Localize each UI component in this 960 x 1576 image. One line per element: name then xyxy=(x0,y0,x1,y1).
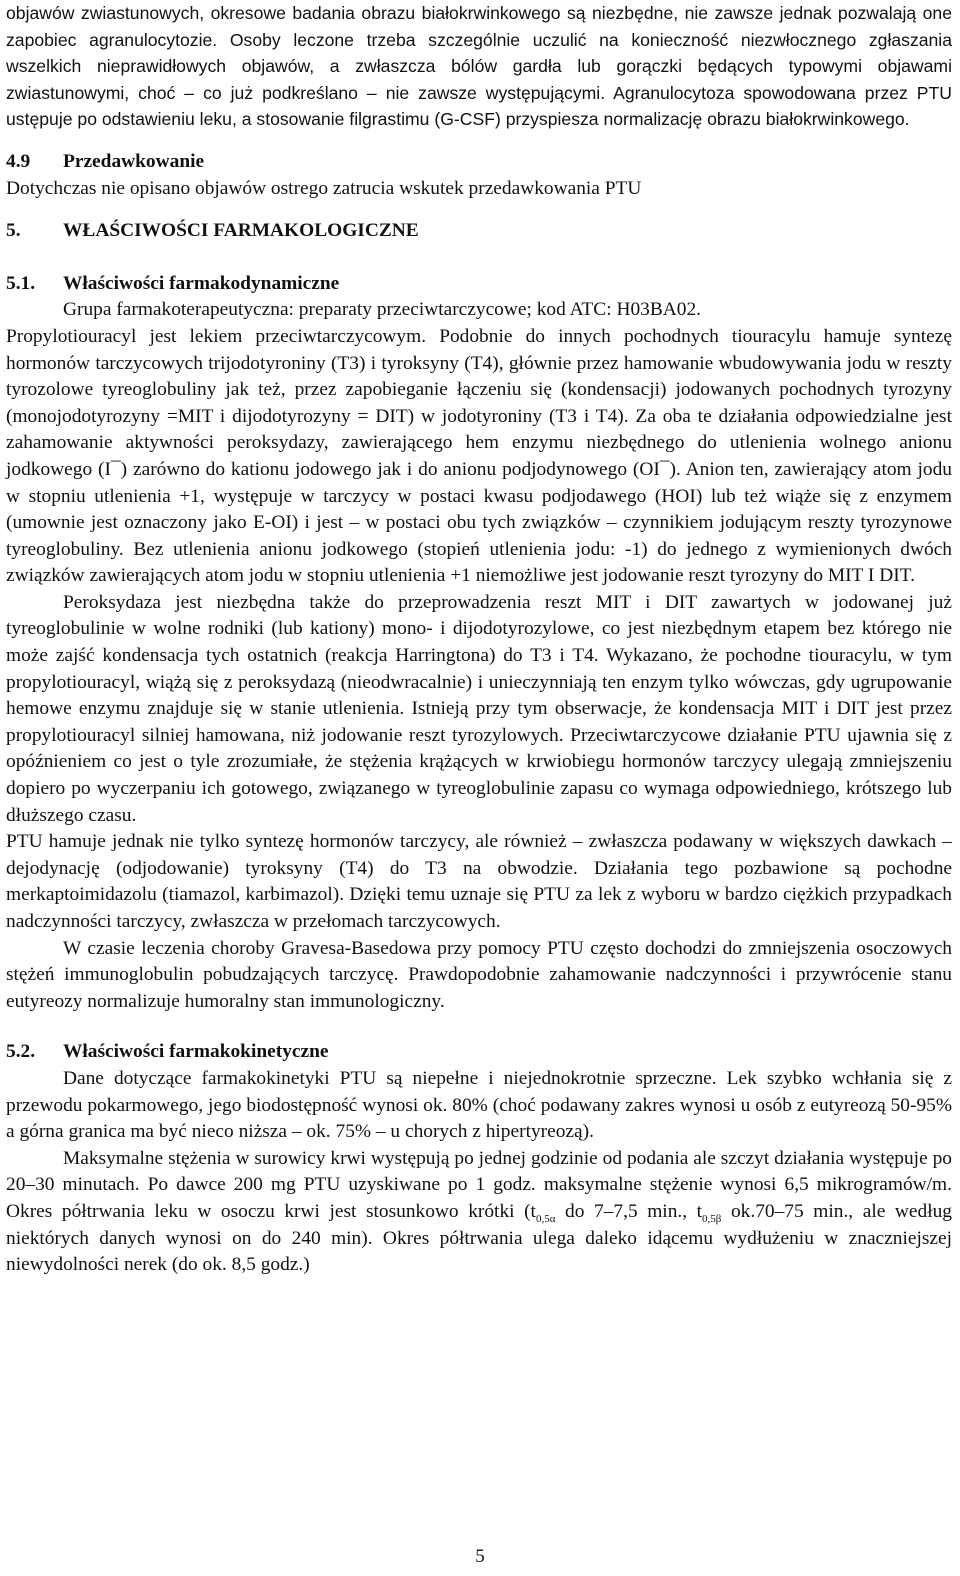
spacer xyxy=(6,1015,952,1039)
spacer xyxy=(6,202,952,218)
section-number: 5. xyxy=(6,220,21,242)
section-number: 5.1. xyxy=(6,272,36,294)
pharmacodynamics-paragraph-1: Propylotiouracyl jest lekiem przeciwtarczycowym. Podobnie do innych pochodnych tiouracylu hamuje syntezę hormonów tarczycowych trijodotyroniny (T3) i tyroksyny (T4), głównie przez hamowanie wbudowywania jodu w reszty tyrozolowe tyreoglobuliny jak też, przez zapobieganie łączeniu się (kondensacji) jodowanych pochodnych tyrozyny (monojodotyrozyny =MIT i dijodotyrozyny = DIT) w jodotyroniny (T3 i T4). Za oba te działania odpowiedzialne jest zahamowanie aktywności peroksydazy, zawierającego hem enzymu niezbędnego do utlenienia wolnego anionu jodkowego (I¯) zarówno do kationu jodowego jak i do anionu podjodynowego (OI¯). Anion ten, zawierający atom jodu w stopniu utlenienia +1, występuje w tarczycy w postaci kwasu podjodawego (HOI) lub też wiąże się z enzymem (umownie jest oznaczony jako E-OI) i jest – w postaci obu tych związków – czynnikiem jodującym reszty tyrozynowe tyreoglobuliny. Bez utlenienia anionu jodkowego (stopień utlenienia jodu: -1) do jednego z wymienionych dwóch związków zawierających atom jodu w stopniu utlenienia +1 niemożliwe jest jodowanie reszt tyrozyny do MIT I DIT. xyxy=(6,325,952,587)
pharmacodynamics-paragraph-4: W czasie leczenia choroby Gravesa-Basedowa przy pomocy PTU często dochodzi do zmniejszenia osoczowych stężeń immunoglobulin pobudzających tarczycę. Prawdopodobnie zahamowanie nadczynności i przywrócenie stanu eutyreozy normalizuje humoralny stan immunologiczny. xyxy=(6,937,952,1012)
text-run: ok.70–75 min., ale według niektórych danych wynosi on do 240 min). Okres półtrwania ulega daleko idącemu wydłużeniu w znaczniejszej niewydolności nerek (do ok. 8,5 godz.) xyxy=(6,1200,952,1276)
pharmacodynamics-paragraph-3: PTU hamuje jednak nie tylko syntezę hormonów tarczycy, ale również – zwłaszcza podawany w większych dawkach – dejodynację (odjodowanie) tyroksyny (T4) do T3 na obwodzie. Działania tego pozbawione są pochodne merkaptoimidazolu (tiamazol, karbimazol). Dzięki temu uznaje się PTU za lek z wyboru w bardzo ciężkich przypadkach nadczynności tarczycy, zwłaszcza w przełomach tarczycowych. xyxy=(6,831,952,932)
pharmacotherapeutic-group: Grupa farmakoterapeutyczna: preparaty przeciwtarczycowe; kod ATC: H03BA02. xyxy=(63,299,702,321)
section-title: Właściwości farmakodynamiczne xyxy=(63,272,340,294)
section-5-heading xyxy=(6,218,952,245)
pharmacodynamics-paragraph-2: Peroksydaza jest niezbędna także do przeprowadzenia reszt MIT i DIT zawartych w jodowanej już tyreoglobulinie w wolne rodniki (lub kationy) mono- i dijodotyrozylowe, co jest niezbędnym etapem bez którego nie może zajść kondensacja tych ostatnich (reakcja Harringtona) do T3 i T4. Wykazano, że pochodne tiouracylu, w tym propylotiouracyl, wiążą się z peroksydazą (nieodwracalnie) i unieczynniają ten enzym tylko wówczas, gdy ugrupowanie hemowe enzymu znajduje się w stanie utlenienia. Istnieją przy tym obserwacje, że kondensacja MIT i DIT jest przez propylotiouracyl silniej hamowana, niż jodowanie reszt tyrozylowych. Przeciwtarczycowe działanie PTU ujawnia się z opóźnieniem co jest o tyle zrozumiałe, że stężenia krążących w krwiobiegu hormonów tarczycy ulegają zmniejszeniu dopiero po wyczerpaniu ich gotowego, związanego w tyreoglobulinie zapasu co wymaga odpowiedniego, krótszego lub dłuższego czasu. xyxy=(6,591,952,826)
subscript-beta: 0,5β xyxy=(702,1212,722,1225)
text-run: Maksymalne stężenia w surowicy krwi występują po jednej godzinie od podania ale szczyt działania występuje po 20–30 minutach. Po dawce 200 mg PTU uzyskiwane po 1 godz. maksymalne stężenie wynosi 6,5 mikrogramów/m. Okres półtrwania leku w osoczu krwi jest stosunkowo krótki (t xyxy=(6,1147,952,1222)
section-title: Właściwości farmakokinetyczne xyxy=(63,1041,329,1063)
pharmacokinetics-paragraph-2 xyxy=(6,1146,952,1279)
section-5-2-heading xyxy=(6,1039,952,1066)
spacer xyxy=(6,133,952,149)
section-number: 4.9 xyxy=(6,150,31,172)
page-number: 5 xyxy=(475,1546,485,1567)
section-5-1-heading xyxy=(6,271,952,298)
section-number: 5.2. xyxy=(6,1041,36,1063)
document-page xyxy=(6,0,952,1279)
section-title: Przedawkowanie xyxy=(63,150,205,172)
subscript-alpha: 0,5α xyxy=(535,1212,556,1225)
pharmacokinetics-paragraph-1: Dane dotyczące farmakokinetyki PTU są niepełne i niejednokrotnie sprzeczne. Lek szybko wchłania się z przewodu pokarmowego, jego biodostępność wynosi ok. 80% (choć podawany zakres wynosi u osób z eutyreozą 50-95% a górna granica ma być nieco niższa – ok. 75% – u chorych z hipertyreozą). xyxy=(6,1067,952,1143)
overdose-text: Dotychczas nie opisano objawów ostrego zatrucia wskutek przedawkowania PTU xyxy=(6,177,642,199)
section-title: WŁAŚCIWOŚCI FARMAKOLOGICZNE xyxy=(63,220,419,242)
spacer xyxy=(6,245,952,271)
section-4-9-heading xyxy=(6,149,952,176)
text-run: do 7–7,5 min., t xyxy=(555,1200,703,1222)
intro-paragraph: objawów zwiastunowych, okresowe badania obrazu białokrwinkowego są niezbędne, nie zawsze jednak pozwalają one zapobiec agranulocytozie. Osoby leczone trzeba szczególnie uczulić na konieczność niezwłocznego zgłaszania wszelkich nieprawidłowych objawów, a zwłaszcza bólów gardła lub gorączki będących typowymi objawami zwiastunowymi, choć – co już podkreślano – nie zawsze występującymi. Agranulocytoza spowodowana przez PTU ustępuje po odstawieniu leku, a stosowanie filgrastimu (G-CSF) przyspiesza normalizację obrazu białokrwinkowego. xyxy=(6,3,952,130)
